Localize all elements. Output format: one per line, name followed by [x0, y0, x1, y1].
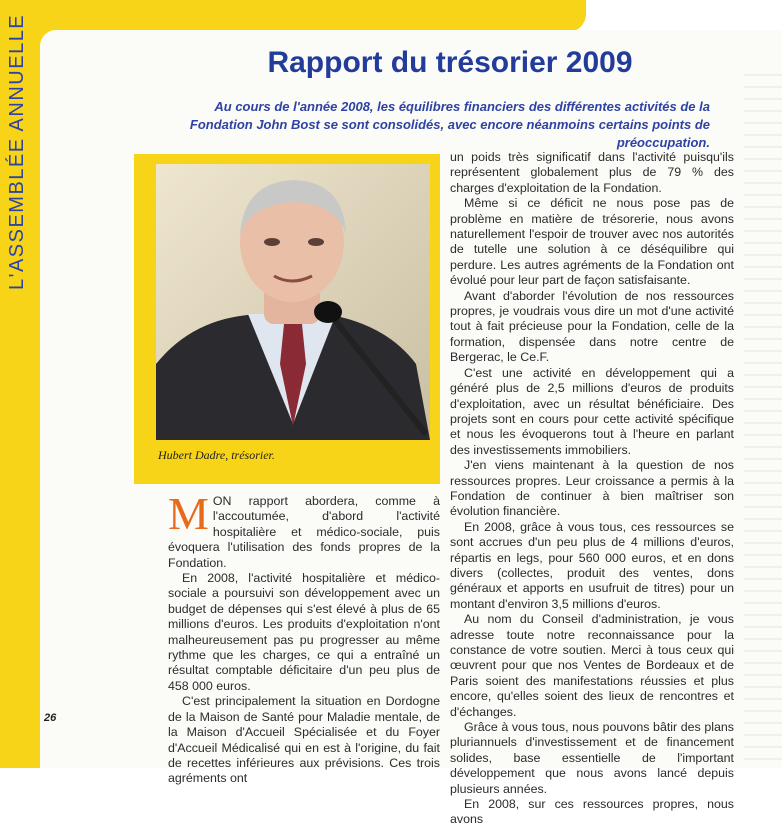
left-column — [168, 488, 440, 787]
page-title: Rapport du trésorier 2009 — [267, 46, 633, 79]
section-label: L'ASSEMBLÉE ANNUELLE — [6, 13, 28, 290]
yellow-top-band — [0, 0, 586, 32]
paragraph: En 2008, l'activité hospitalière et médico-sociale a poursuivi son développement avec un budget de dépenses qui s'est élevé à plus de 65 millions d'euros. Les produits d'exploitation n'ont malheureusement pas pu progresser au même rythme que les charges, ce qui a entraîné un résultat comptable déficitaire d'un peu plus de 458 000 euros. — [168, 571, 440, 693]
paragraph: En 2008, grâce à vous tous, ces ressources se sont accrues d'un peu plus de 4 millions d'euros, répartis en legs, pour 560 000 euros, et en dons divers (collectes, produit des ventes, dons généraux et apports en usufruit de titres) pour un montant d'environ 3,5 millions d'euros. — [450, 519, 734, 611]
page-bleed-texture — [744, 64, 782, 764]
photo-caption: Hubert Dadre, trésorier. — [158, 448, 275, 462]
intro-text: Au cours de l'année 2008, les équilibres financiers des différentes activités de la Fondation John Bost se sont consolidés, avec encore néanmoins certains points de préoccupation. — [189, 99, 710, 150]
paragraph: Au nom du Conseil d'administration, je vous adresse toute notre reconnaissance pour la constance de votre soutien. Merci à tous ceux qui œuvrent pour que nos Ventes de Bordeaux et de Paris soient des manifestations réussies et plus encore, qu'elles soient des lieux de rencontres et d'échanges. — [450, 612, 734, 719]
paragraph: C'est une activité en développement qui a généré plus de 2,5 millions d'euros de produits d'exploitation, avec un résultat bénéficiaire. Des projets sont en cours pour cette activité spécifique et nous les évoquerons tout à l'heure en parlant des investissements immobiliers. — [450, 365, 734, 457]
paragraph: J'en viens maintenant à la question de nos ressources propres. Leur croissance a permis à la Fondation de continuer à bien maîtriser son évolution financière. — [450, 458, 734, 519]
dropcap: M — [168, 488, 209, 539]
paragraph: MON rapport abordera, comme à l'accoutumée, d'abord l'activité hospitalière et médico-sociale, puis évoquera l'utilisation des fonds propres de la Fondation. — [168, 488, 440, 570]
paragraph: Avant d'aborder l'évolution de nos ressources propres, je voudrais vous dire un mot d'une activité tout à fait précieuse pour la Fondation, celle de la formation, dispensée dans notre centre de Bergerac, le Ce.F. — [450, 288, 734, 365]
paragraph: C'est principalement la situation en Dordogne de la Maison de Santé pour Maladie mentale, de la Maison d'Accueil Spécialisée et du Foyer d'Accueil Médicalisé qui en est à l'origine, du fait de recettes inférieures aux prévisions. Ces trois agréments ont — [168, 694, 440, 786]
right-column — [450, 150, 734, 828]
portrait-illustration — [156, 164, 430, 440]
paragraph: En 2008, sur ces ressources propres, nous avons — [450, 797, 734, 827]
portrait-photo — [156, 164, 430, 440]
paragraph: Grâce à vous tous, nous pouvons bâtir des plans pluriannuels d'investissement et de financement solides, base essentielle de l'important développement que nous avons lancé depuis plusieurs années. — [450, 720, 734, 796]
paragraph: un poids très significatif dans l'activité puisqu'ils représentent globalement plus de 79 % des charges d'exploitation de la Fondation. — [450, 150, 734, 195]
page-number: 26 — [44, 712, 57, 724]
paragraph: Même si ce déficit ne nous pose pas de problème en matière de trésorerie, nous avons naturellement l'espoir de trouver avec nos autorités de tutelle une solution à ce déséquilibre qui perdure. Les autres agréments de la Fondation ont évolué pour leur part de façon satisfaisante. — [450, 196, 734, 288]
